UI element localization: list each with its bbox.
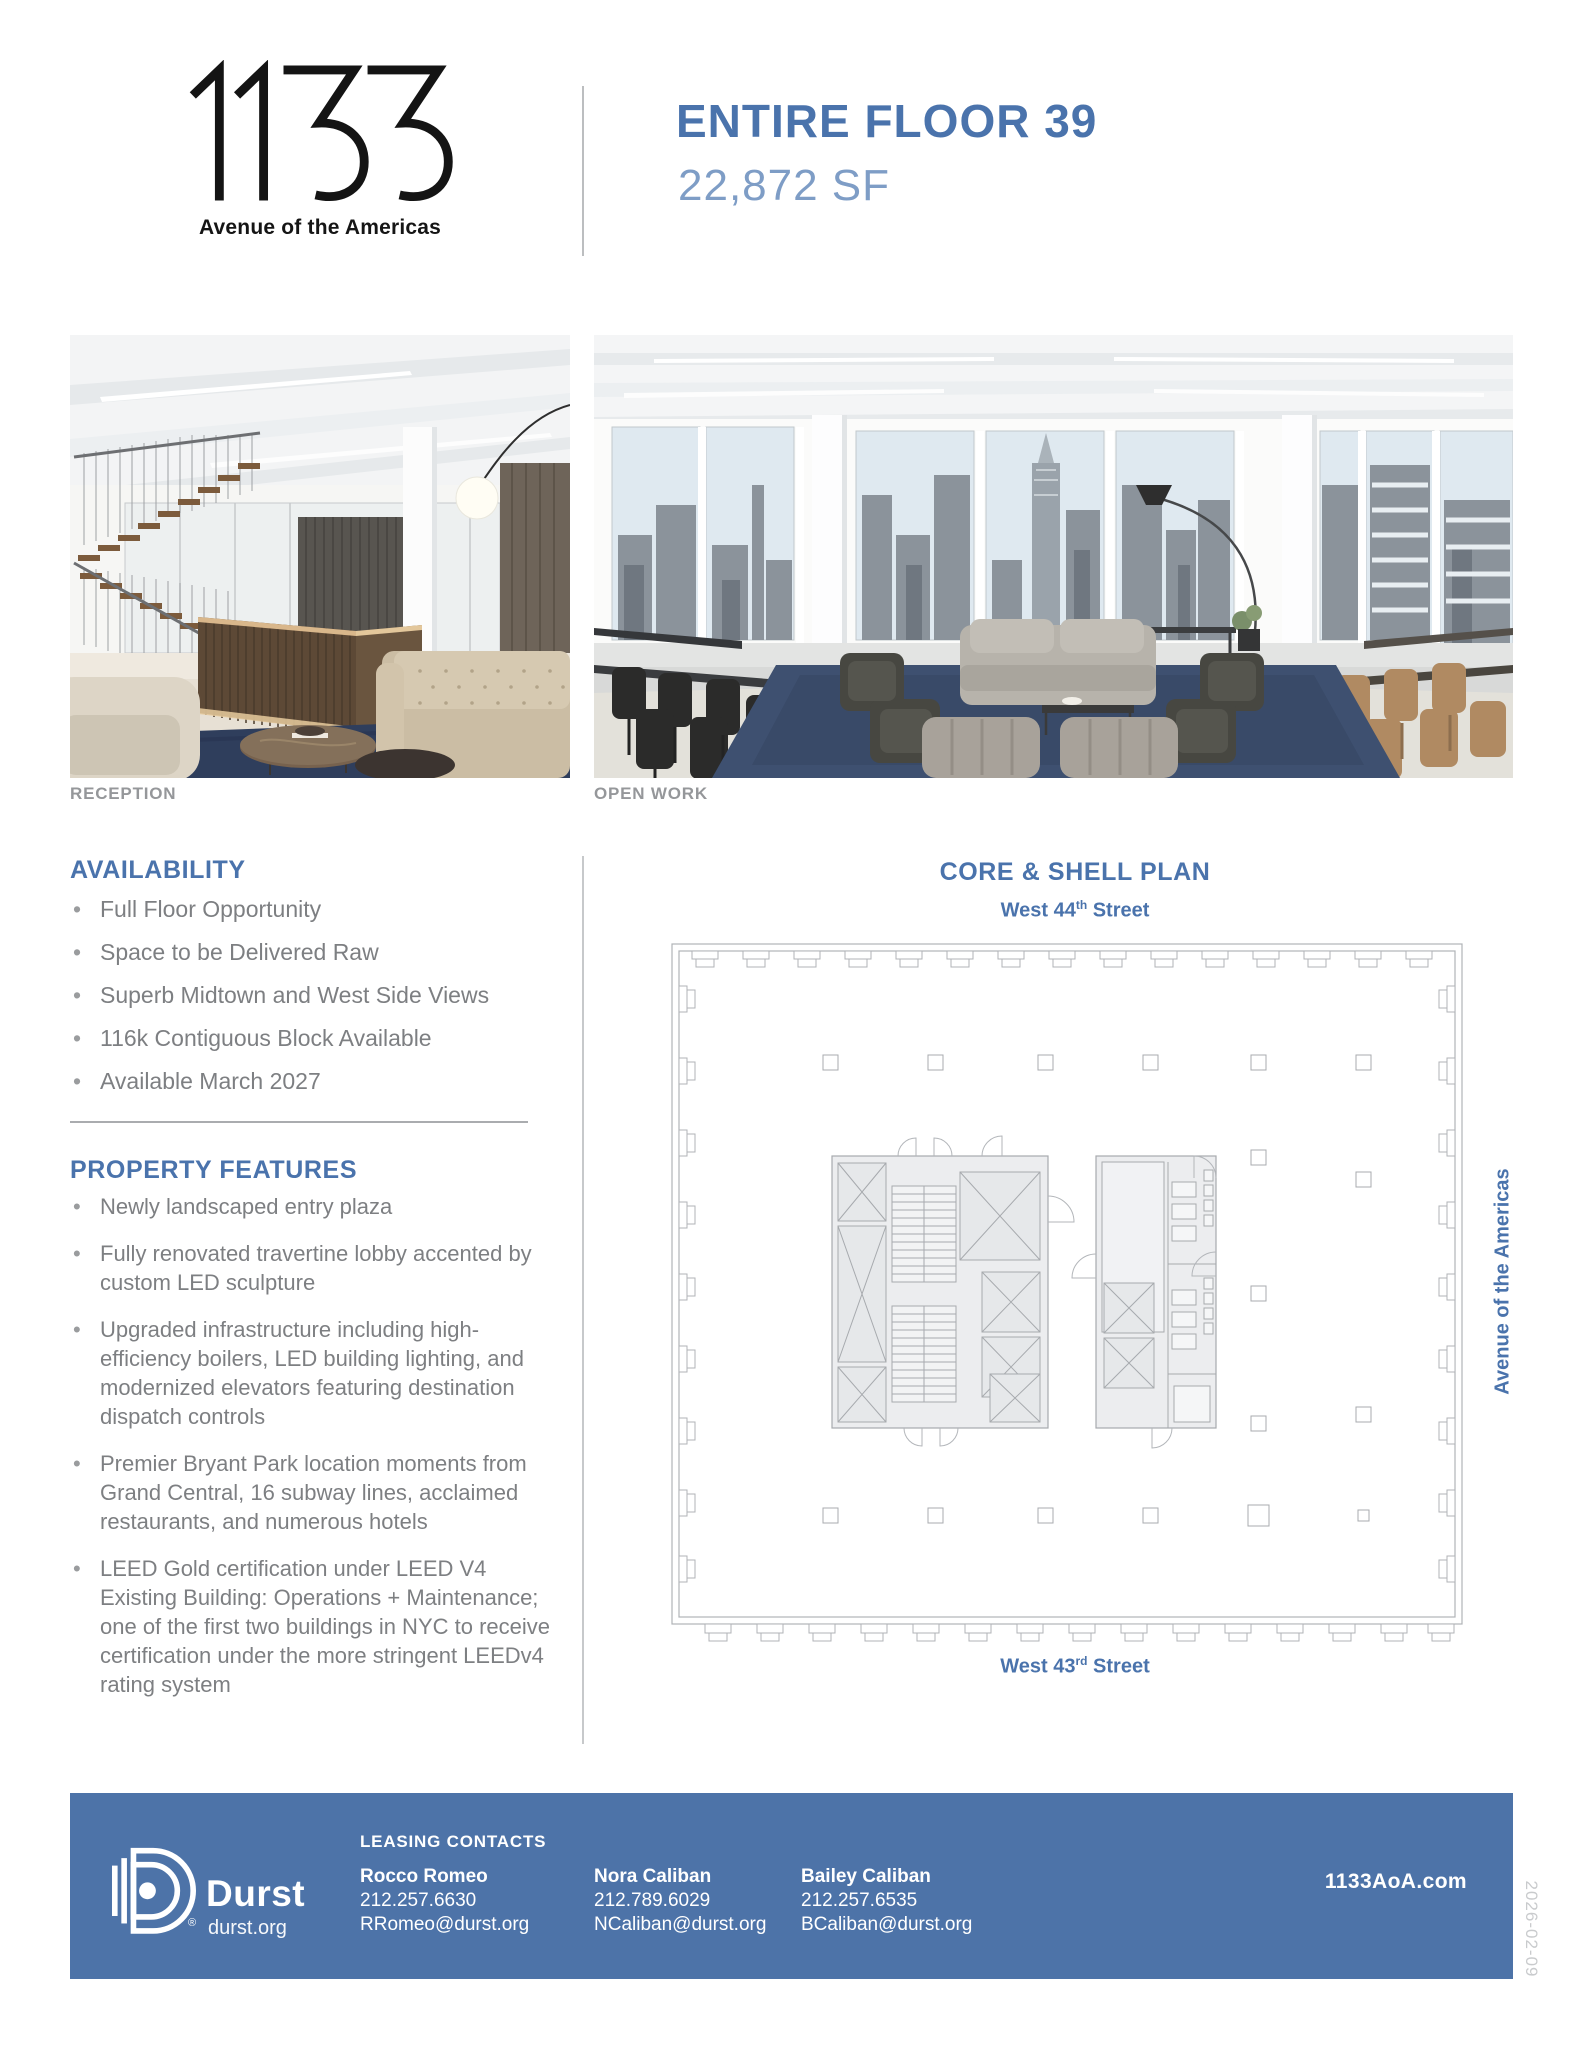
page-subtitle: 22,872 SF bbox=[678, 161, 891, 210]
street-label-west-43 bbox=[660, 1654, 1490, 1679]
website-text[interactable]: 1133AoA.com bbox=[1324, 1870, 1467, 1893]
contact-email-text[interactable]: RRomeo@durst.org bbox=[360, 1914, 530, 1935]
property-feature-item: • LEED Gold certification under LEED V4 Existing Building: Operations + Maintenance; one of the first two buildings in NYC to receive certification under the more stringent LEEDv4 rating system bbox=[70, 1554, 556, 1699]
reception-photo-illustration bbox=[70, 335, 570, 778]
street-label-avenue-americas: Avenue of the Americas bbox=[1491, 1168, 1514, 1395]
availability-list bbox=[70, 888, 489, 1103]
durst-wordmark: Durst bbox=[206, 1873, 306, 1914]
property-features-list bbox=[70, 1192, 556, 1717]
open-work-photo bbox=[594, 335, 1513, 778]
contact-name: Rocco Romeo bbox=[360, 1866, 488, 1887]
column-divider bbox=[582, 856, 584, 1744]
header-divider bbox=[582, 86, 584, 256]
open-work-caption: OPEN WORK bbox=[594, 784, 708, 803]
availability-item: • Superb Midtown and West Side Views bbox=[70, 974, 489, 1017]
contact-email-link[interactable] bbox=[801, 1913, 972, 1937]
contact-email-link[interactable] bbox=[360, 1913, 529, 1937]
availability-item: • Available March 2027 bbox=[70, 1060, 489, 1103]
leasing-contact bbox=[594, 1865, 766, 1937]
website-link[interactable] bbox=[1325, 1870, 1467, 1894]
street-text: Street bbox=[1087, 899, 1150, 922]
contact-email-text[interactable]: BCaliban@durst.org bbox=[801, 1914, 973, 1935]
open-work-photo-illustration bbox=[594, 335, 1513, 778]
availability-item: • Full Floor Opportunity bbox=[70, 888, 489, 931]
availability-heading: AVAILABILITY bbox=[70, 856, 246, 884]
contact-name: Bailey Caliban bbox=[801, 1866, 931, 1887]
contact-name: Nora Caliban bbox=[594, 1866, 712, 1887]
street-text: West 44 bbox=[1000, 899, 1076, 922]
contact-phone: 212.789.6029 bbox=[594, 1890, 711, 1911]
property-feature-item: • Upgraded infrastructure including high-efficiency boilers, LED building lighting, and modernized elevators featuring destination dispatch controls bbox=[70, 1315, 556, 1431]
contact-phone: 212.257.6535 bbox=[801, 1890, 918, 1911]
reception-caption: RECEPTION bbox=[70, 784, 177, 803]
registered-trademark-icon: ® bbox=[188, 1917, 197, 1929]
property-feature-item: • Newly landscaped entry plaza bbox=[70, 1192, 556, 1221]
building-number-graphic bbox=[179, 60, 461, 206]
property-feature-item: • Fully renovated travertine lobby accented by custom LED sculpture bbox=[70, 1239, 556, 1297]
plan-heading: CORE & SHELL PLAN bbox=[939, 858, 1211, 886]
availability-item: • Space to be Delivered Raw bbox=[70, 931, 489, 974]
availability-item: • 116k Contiguous Block Available bbox=[70, 1017, 489, 1060]
leasing-contact bbox=[360, 1865, 529, 1937]
building-logo bbox=[140, 60, 500, 240]
durst-url-link[interactable] bbox=[208, 1917, 287, 1940]
street-text: West 43 bbox=[1000, 1655, 1076, 1678]
floor-plan-drawing bbox=[660, 934, 1470, 1646]
section-divider bbox=[70, 1121, 528, 1123]
building-street-label: Avenue of the Americas bbox=[198, 216, 442, 239]
reception-photo bbox=[70, 335, 570, 778]
leasing-contacts-heading: LEASING CONTACTS bbox=[360, 1832, 547, 1851]
contact-email-link[interactable] bbox=[594, 1913, 766, 1937]
footer-bar bbox=[70, 1793, 1513, 1979]
property-features-heading: PROPERTY FEATURES bbox=[70, 1156, 358, 1184]
street-ordinal: rd bbox=[1075, 1654, 1088, 1668]
core-shell-floor-plan bbox=[660, 934, 1470, 1646]
street-text: Street bbox=[1087, 1655, 1150, 1678]
leasing-contact bbox=[801, 1865, 972, 1937]
contact-email-text[interactable]: NCaliban@durst.org bbox=[594, 1914, 767, 1935]
date-stamp: 2026-02-09 bbox=[1522, 1880, 1541, 1978]
property-feature-item: • Premier Bryant Park location moments from Grand Central, 16 subway lines, acclaimed restaurants, and numerous hotels bbox=[70, 1449, 556, 1536]
page-title: ENTIRE FLOOR 39 bbox=[676, 95, 1098, 147]
durst-url-text[interactable]: durst.org bbox=[208, 1917, 287, 1939]
street-label-west-44 bbox=[660, 898, 1490, 923]
contact-phone: 212.257.6630 bbox=[360, 1890, 477, 1911]
durst-logo-icon bbox=[112, 1841, 196, 1935]
street-ordinal: th bbox=[1075, 898, 1088, 912]
